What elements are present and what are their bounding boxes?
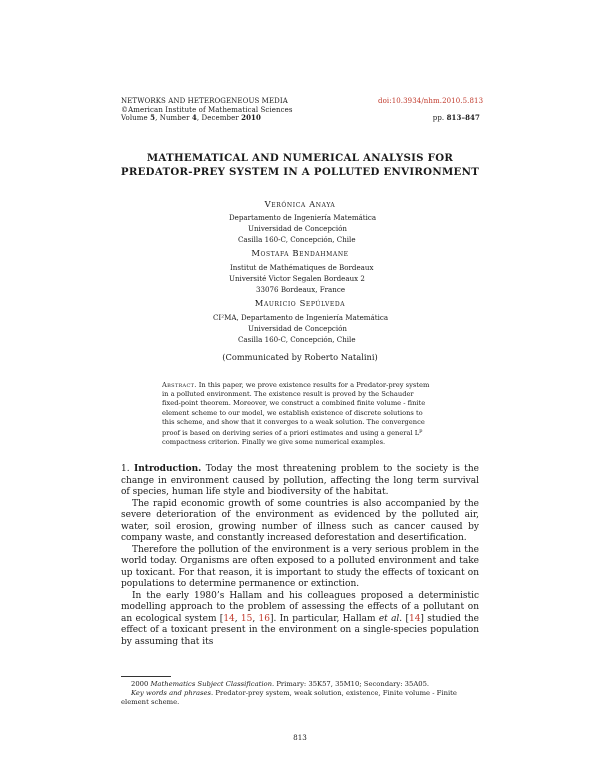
author-name-1: Verónica Anaya — [264, 199, 336, 209]
abstract: Abstract. In this paper, we prove existence results for a Predator-prey system in a polluted environment. The existence result is proved by the Schauder fixed-point theorem. Moreover, we construct a combined finite volume - finite element scheme to our model, we establish existence of discrete solutions to this scheme, and show that it converges to a weak solution. The convergence proof is based on deriving series of a priori estimates and using a general $L^p$ compactness criterion. Finally we give some numerical examples. — [162, 381, 430, 447]
affiliation-3: CI²MA, Departamento de Ingeniería Matemática Universidad de Concepción Casilla 160-C, Concepción, Chile — [213, 313, 389, 344]
intro-paragraph-3: Therefore the pollution of the environment is a very serious problem in the world today. Organisms are often exposed to a polluted environment and take up toxicant. For that reason, it is important to study the effects of toxicant on populations to determine permanence or extinction. — [121, 544, 479, 589]
section-title: Introduction. — [134, 464, 202, 474]
intro-paragraph-2: The rapid economic growth of some countries is also accompanied by the severe deterioration of the environment as evidenced by the polluted air, water, soil erosion, growing number of illness such as cancer caused by company waste, and constantly increased deforestation and desertification. — [121, 498, 479, 543]
doi-link[interactable]: doi:10.3934/nhm.2010.5.813 — [378, 97, 484, 105]
volume-line: Volume 5, Number 4, December 2010 — [121, 113, 261, 122]
keywords-line: Key words and phrases. Predator-prey system, weak solution, existence, Finite volume - Finite element scheme. — [121, 688, 457, 706]
citation-15[interactable]: 15 — [240, 613, 253, 624]
paper-title — [100, 151, 500, 179]
msc-line: 2000 Mathematics Subject Classification. Primary: 35K57, 35M10; Secondary: 35A05. — [131, 680, 430, 688]
author-name-3: Mauricio Sepúlveda — [254, 298, 346, 308]
copyright-line: ©American Institute of Mathematical Sciences — [121, 105, 293, 114]
journal-name: NETWORKS AND HETEROGENEOUS MEDIA — [121, 97, 288, 105]
running-header — [121, 97, 371, 123]
communicated-by: (Communicated by Roberto Natalini) — [222, 352, 378, 362]
intro-paragraph-1: 1. Introduction. Today the most threatening problem to the society is the change in environment caused by pollution, affecting the long term survival of species, human life style and biodiversity of the habitat. — [121, 464, 480, 497]
page-range: pp. 813–847 — [432, 113, 480, 122]
abstract-label: Abstract. — [162, 381, 197, 389]
footnote — [121, 680, 479, 706]
footnote-rule — [121, 676, 171, 677]
title-line-1: MATHEMATICAL AND NUMERICAL ANALYSIS FOR — [146, 152, 454, 164]
author-name-2: Mostafa Bendahmane — [251, 248, 349, 258]
section-number: 1. — [121, 464, 135, 474]
body-text — [121, 464, 479, 648]
title-line-2: PREDATOR-PREY SYSTEM IN A POLLUTED ENVIRONMENT — [120, 166, 480, 178]
page-number: 813 — [293, 733, 307, 742]
affiliation-2: Institut de Mathématiques de Bordeaux Université Victor Segalen Bordeaux 2 33076 Bordeaux, France — [229, 263, 374, 294]
citation-14-b[interactable]: 14 — [408, 613, 421, 624]
affiliation-1: Departamento de Ingeniería Matemática Universidad de Concepción Casilla 160-C, Concepción, Chile — [229, 213, 377, 244]
intro-paragraph-4: In the early 1980’s Hallam and his colleagues proposed a deterministic modelling approach to the problem of assessing the effects of a pollutant on an ecological system [14, 15, 16]. In particular, Hallam et al. [14] studied the effect of a toxicant present in the environment on a single-species population by assuming that its — [121, 590, 479, 647]
citation-16[interactable]: 16 — [258, 613, 270, 624]
citation-14[interactable]: 14 — [223, 613, 235, 624]
